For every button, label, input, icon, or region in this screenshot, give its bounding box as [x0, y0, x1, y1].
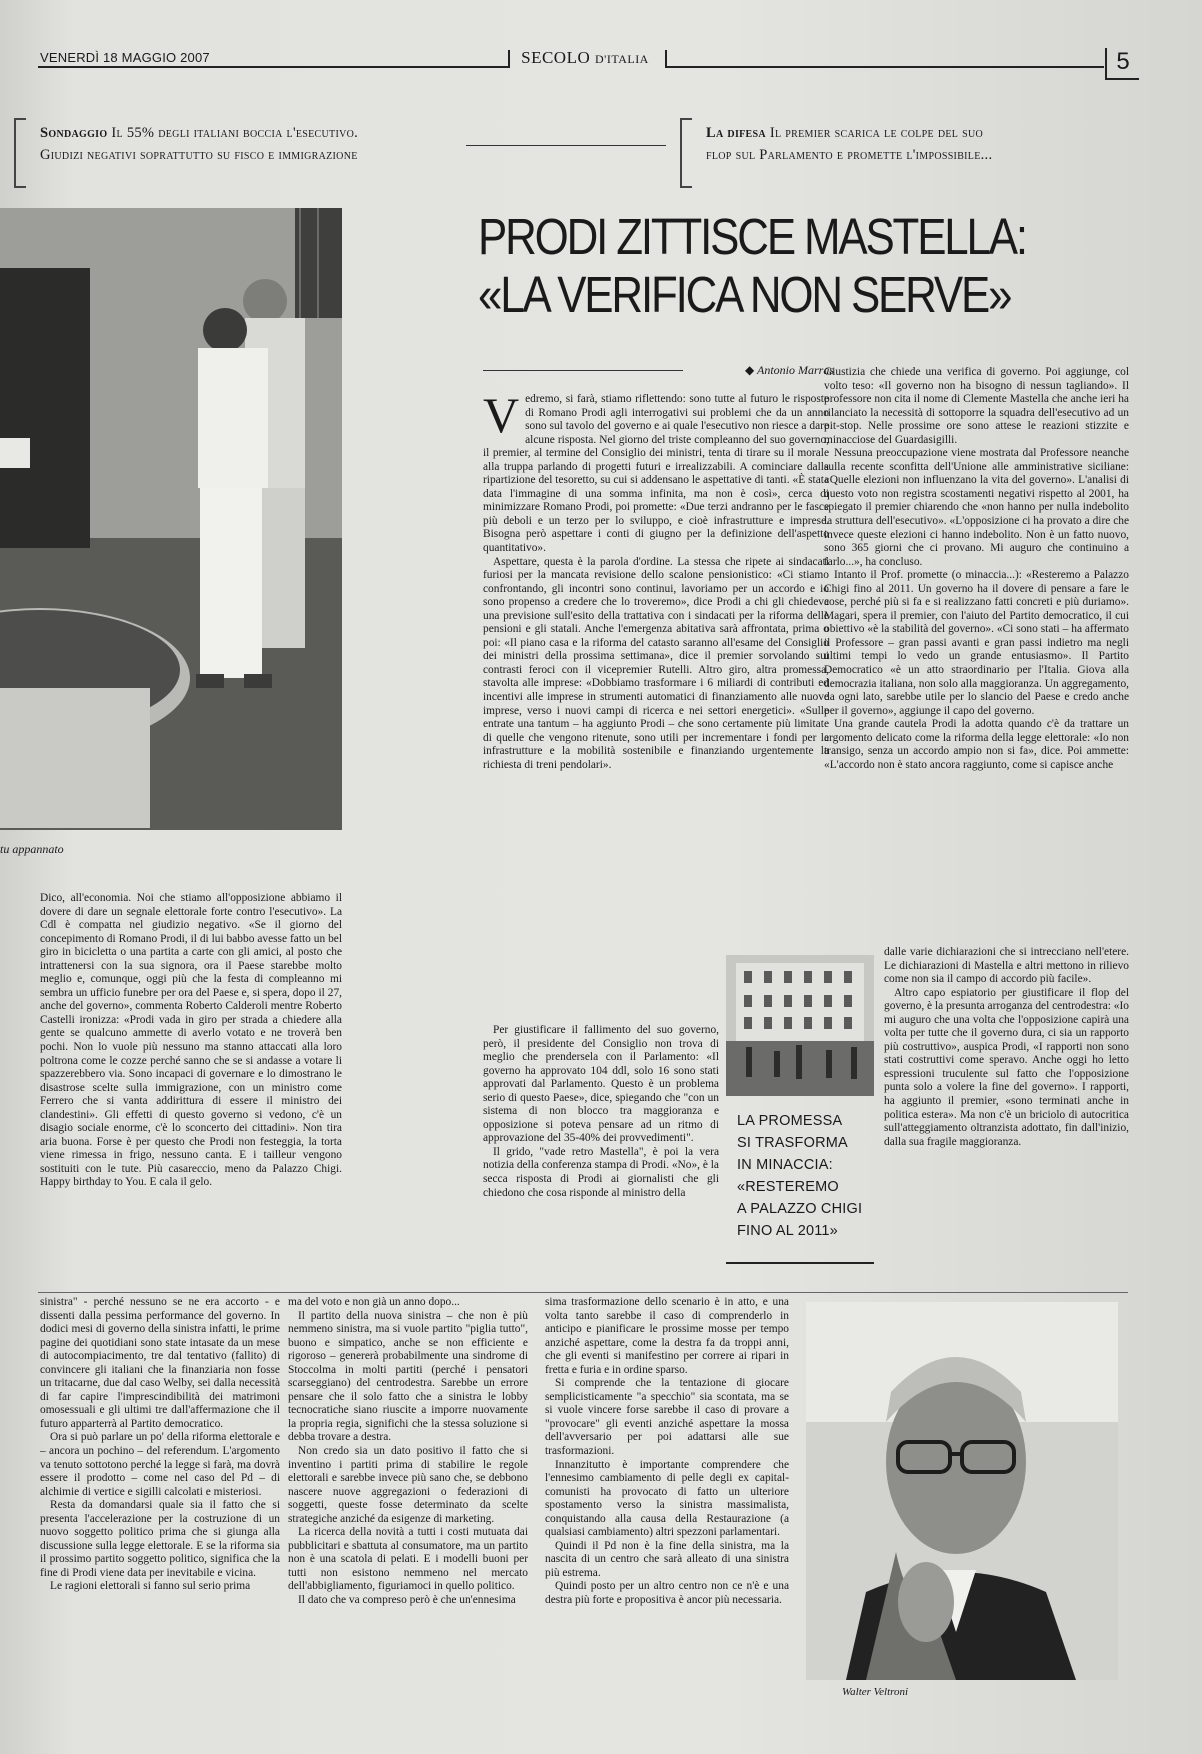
photo-illustration — [0, 208, 342, 830]
bottom-column-2 — [288, 1296, 528, 1726]
paragraph: Per giustificare il fallimento del suo governo, però, il presidente del Consiglio non trova di meglio che prendersela con il Parlamento: «Il governo ha approvato 104 ddl, solo 16 sono stati approvati dal Parlamento. Questo è un problema serio di questo Paese», dice, spiegando che "con un sistema di non blocco tra maggioranza e opposizione si poteva pensare ad un ritmo di approvazione del 35-40% dei provvedimenti". — [483, 1024, 719, 1145]
paragraph: Giustizia che chiede una verifica di governo. Poi aggiunge, col volto teso: «Il governo non ha bisogno di nessun tagliando». Il professore non cita il nome di Clemente Mastella che anche ieri ha rilanciato la necessità di sottoporre la squadra dell'esecutivo ad un pit-stop. Nelle prossime ore sono attese le reazioni stizzite e minacciose del Guardasigilli. — [824, 366, 1129, 446]
pull-quote-line: A PALAZZO CHIGI — [737, 1201, 863, 1217]
photo-palazzo-chigi — [726, 955, 874, 1096]
kicker-text-line1: Il 55% degli italiani boccia l'esecutivo. — [111, 125, 359, 141]
paragraph: Dico, all'economia. Noi che stiamo all'opposizione abbiamo il dovere di dare un segnale elettorale forte contro l'esecutivo». La Cdl è compatta nel giudizio negativo. «Se il giorno del concepimento di Romano Prodi, il di lui babbo avesse fatto un bel giro in bicicletta o una partita a carte con gli amici, al posto che intrattenersi con la sua signora, ora il Paese starebbe molto meglio e, comunque, oggi più che la festa di compleanno mi sembra un ufficio funebre per ora del Paese e, si spera, dopo il 27, anche del governo», commenta Roberto Calderoli mentre Roberto Castelli ironizza: «Prodi vada in giro per strada a chiedere alla gente se qualcuno ammette di averlo votato e ne troverà ben pochi. Non lo vuole più nessuno ma stanno attaccati alla loro poltrona come le cozze perché sanno che se si andasse a votare li spazzerebbero via. Sono incapaci di governare e lo dimostrano le disastrose scelte sulla immigrazione, con un ministro come Ferrero che si vanta addirittura di essere il ministro dei clandestini». Gli effetti di questo governo si vedono, c'è un disagio sociale enorme, c'è lo sconcerto dei cittadini». Non tira aria buona. Forse è per questo che Prodi non festeggia, la torta viene rimessa in frigo, nessuno canta. E i tailleur vengono sostituiti con le tute. Più casareccio, meno da Palazzo Chigi. Happy birthday to You. E cala il gelo. — [40, 892, 342, 1189]
issue-date: VENERDÌ 18 MAGGIO 2007 — [40, 50, 210, 65]
headline-line1: PRODI ZITTISCE MASTELLA: — [478, 208, 1026, 265]
paragraph: ma del voto e non già un anno dopo... — [288, 1296, 460, 1308]
paragraph: Resta da domandarsi quale sia il fatto che si presenta l'accelerazione per la costruzione di un nuovo soggetto politico prima che si giunga alla discussione sulla legge elettorale. E se la riforma sia il prossimo partito soggetto politico, significa che la fine di Prodi viene data per inevitabile e vicina. — [40, 1499, 280, 1579]
paragraph: sinistra" - perché nessuno se ne era accorto - e dissenti dalla pessima performance del governo. In dodici mesi di governo della sinistra infatti, le prime pagine dei quotidiani sono state intasate da un mese di autocompiacimento, tre dal tentativo (fallito) di convincere gli italiani che la finanziaria non fosse un tritacarne, due dal caso Welby, sei dalla necessità di far capire l'imprescindibilità dei matrimoni omosessuali e gli ultimi tre dall'affermazione che il futuro apparterrà al Partito democratico. — [40, 1296, 280, 1430]
dropcap: V — [483, 393, 520, 443]
byline: ◆ Antonio Marras — [744, 363, 834, 377]
kicker-difesa — [706, 122, 1146, 166]
photo-illustration — [806, 1302, 1118, 1680]
article-column-2 — [824, 366, 1129, 946]
paragraph: Innanzitutto è importante comprendere che l'ennesimo cambiamento di pelle degli ex capital-comunisti ha provocato di fatto un ulteriore spostamento verso la sinistra massimalista, conquistando alla causa della Restaurazione (a qualsiasi cambiamento) altri spezzoni parlamentari. — [545, 1458, 789, 1539]
pull-quote-line: SI TRASFORMA — [737, 1135, 848, 1151]
kicker-sondaggio — [40, 122, 470, 166]
masthead-rule-right — [666, 66, 1104, 68]
kicker-text-line1: Il premier scarica le colpe del suo — [769, 125, 984, 141]
paragraph: Ora si può parlare un po' della riforma elettorale e – ancora un pochino – del referendum. L'argomento va tenuto sottotono perché la legge si farà, ma dovrà essere il prodotto – come nel caso del Pd – di alchimie di vertice e sigilli calcolati e misteriosi. — [40, 1431, 280, 1498]
pull-quote — [737, 1110, 867, 1242]
kicker-bracket-right — [680, 118, 692, 188]
section-divider — [38, 1292, 1128, 1293]
pull-quote-line: FINO AL 2011» — [737, 1223, 838, 1239]
paragraph: Nessuna preoccupazione viene mostrata dal Professore neanche sulla recente sconfitta dell'Unione alle amministrative siciliane: «Quelle elezioni non influenzano la vita del governo». L'analisi di questo voto non registra scostamenti negativi rispetto al 2001, ha spiegato il premier chiarendo che «non hanno per nulla indebolito la struttura dell'esecutivo». «L'opposizione ci ha provato a dire che invece queste elezioni ci hanno indebolito. Non è un fatto nuovo, sono 365 giorni che ci provano. Mi auguro che continuino a farlo...», ha concluso. — [824, 447, 1129, 568]
kicker-text-line2: Giudizi negativi soprattutto su fisco e immigrazione — [40, 147, 358, 163]
paragraph: La ricerca della novità a tutti i costi mutuata dai pubblicitari e sbattuta al consumatore, ma un partito non è una scatola di pelati. E i modelli buoni per tutti non esistono nemmeno nel mercato dell'abbigliamento, figuriamoci in quello politico. — [288, 1526, 528, 1593]
paragraph: Il partito della nuova sinistra – che non è più nemmeno sinistra, ma si vuole partito "piglia tutto", buono e simpatico, anche se non efficiente e rigoroso – genererà probabilmente una sindrome di Stoccolma in molti partiti (perché i pensatori scarseggiano) del centrodestra. Sarebbe un errore pensare che il solo fatto che a sinistra le lobby tecnocratiche siano riuscite a imporre nuovamente la propria regia, significhi che la stessa soluzione si debba trovare a destra. — [288, 1309, 528, 1444]
paragraph: Quindi posto per un altro centro non ce n'è e una destra più forte e propositiva è ancor più necessaria. — [545, 1580, 789, 1607]
paragraph: Quindi il Pd non è la fine della sinistra, ma la nascita di un centro che sarà alleato di una sinistra più estrema. — [545, 1539, 789, 1579]
paragraph: Aspettare, questa è la parola d'ordine. La stessa che ripete ai sindacati furiosi per la mancata revisione dello scalone pensionistico: «Ci stiamo confrontando, gli incontri sono continui, lavoriamo per un accordo e io sono propenso a credere che lo troveremo», dice Prodi a chi gli chiedeva una previsione sull'esito della trattativa con i sindacati per la riforma delle pensioni e gli statali. Anche l'emergenza abitativa sarà affrontata, prima o poi: «Il piano casa e la riforma del catasto saranno all'esame del Consiglio dei ministri della prossima settimana», dice il premier sorvolando sui contrasti feroci con il vicepremier Rutelli. Altro giro, altra promessa, stavolta alle imprese: «Dobbiamo trasformare i 6 miliardi di contributi ed incentivi alle imprese in strumenti automatici di finanziamento alle nuove imprese, verso i nuovi campi di ricerca e nei settori energetici». «Sulle entrate una tantum – ha aggiunto Prodi – che sono certamente più limitate di quelle che vengono ritenute, sono utili per incrementare i fondi per le infrastrutture e la mobilità sostenibile e finanziando urgentemente la richiesta di treni pendolari». — [483, 555, 829, 771]
pull-quote-line: IN MINACCIA: — [737, 1157, 833, 1173]
kicker-label: Sondaggio — [40, 125, 108, 141]
sondaggio-text — [40, 892, 342, 1264]
photo-illustration — [726, 955, 874, 1096]
paragraph: Altro capo espiatorio per giustificare il flop del governo, è la presunta arroganza del centrodestra: «Io mi auguro che una volta che l'opposizione capirà una volta per tutte che il governo dura, ci sia un rapporto più costruttivo», auspica Prodi, «I rapporti non sono stati costruttivi come speravo. Anche oggi ho letto espressioni truculente sul fatto che l'opposizione punta solo a volere la fine del governo». I rapporti, ha aggiunto il premier, «sono terminati anche in politica estera». Ma non c'è un briciolo di autocritica sull'atteggiamento oltranzista adottato, fin dall'inizio, dalla sua fragile maggioranza. — [884, 986, 1129, 1148]
paragraph: Si comprende che la tentazione di giocare semplicisticamente "a specchio" sia scontata, ma se si vuole vincere forse sarebbe il caso di provare a "provocare" gli eventi anziché aspettare la mossa dell'avversario per poi adattarsi alle sue trasformazioni. — [545, 1377, 789, 1458]
paragraph: Intanto il Prof. promette (o minaccia...): «Resteremo a Palazzo Chigi fino al 2011. Un governo ha il dovere di pensare a fare le cose, perché più si fa e si realizzano fatti concreti e più duriamo». Magari, spera il premier, con l'aiuto del Partito democratico, il cui obiettivo «è la stabilità del governo». «Ci sono stati – ha affermato il Professore – gran passi avanti e gran passi indietro ma negli ultimi tempi lo vedo un grande entusiasmo». Il Partito Democratico «è un atto straordinario per l'Italia. Giova alla democrazia italiana, non solo alla maggioranza. Un aggregamento, da ogni lato, sarebbe utile per lo slancio del Paese e credo anche per il governo», aggiunge il capo del governo. — [824, 569, 1129, 717]
photo-walter-veltroni — [806, 1302, 1118, 1680]
headline — [478, 208, 1080, 324]
paragraph: Il dato che va compreso però è che un'ennesima — [298, 1594, 516, 1607]
article-column-1b — [483, 1024, 719, 1264]
masthead: SECOLO D'ITALIA — [521, 48, 649, 67]
paragraph: dalle varie dichiarazioni che si intrecciano nell'etere. Le dichiarazioni di Mastella e altri mettono in rilievo come non sia il campo di accordo più facile». — [884, 946, 1129, 986]
article-column-2b — [884, 946, 1129, 1270]
headline-line2: «LA VERIFICA NON SERVE» — [478, 266, 1011, 323]
pull-quote-line: LA PROMESSA — [737, 1113, 843, 1129]
byline-rule — [483, 370, 683, 371]
paragraph: sima trasformazione dello scenario è in atto, e una volta tanto sarebbe il caso di comprenderlo in anticipo e pianificare le prossime mosse per tempo anziché aspettare, come la destra fa da troppi anni, che gli eventi si manifestino per correre ai ripari in fretta e furia e in ordine sparso. — [545, 1296, 789, 1376]
photo-caption: tu appannato — [0, 842, 64, 856]
kicker-label: La difesa — [706, 125, 766, 141]
photo-prodi-birthday — [0, 208, 342, 830]
pull-quote-rule — [726, 1262, 874, 1264]
paragraph: Non credo sia un dato positivo il fatto che si inventino i partiti prima di stabilire le regole elettorali e sarebbe invece più sano che, se debbono nascere nuove aggregazioni o federazioni di soggetti, queste fosse determinato da scelte strategiche anziché da esigenze di marketing. — [288, 1445, 528, 1525]
kicker-rule — [466, 145, 666, 146]
kicker-bracket-left — [14, 118, 26, 188]
pull-quote-line: «RESTEREMO — [737, 1179, 839, 1195]
paragraph: Il grido, "vade retro Mastella", è poi la vera notizia della conferenza stampa di Prodi. «No», è la secca risposta di Prodi ai giornalisti che gli chiedono che cosa risponde al ministro della — [483, 1145, 719, 1199]
bottom-column-3 — [545, 1296, 789, 1676]
page-number: 5 — [1105, 48, 1139, 80]
paragraph: Le ragioni elettorali si fanno sul serio prima — [50, 1580, 251, 1593]
portrait-caption: Walter Veltroni — [842, 1686, 909, 1698]
paragraph: edremo, si farà, stiamo riflettendo: sono tutte al futuro le risposte di Romano Prodi agli interrogativi sui problemi che da un anno sono sul tavolo del governo e ai quale l'esecutivo non riesce a dare alcune risposta. Nel giorno del triste compleanno del suo governo, il premier, al termine del Consiglio dei ministri, tenta di tirare su il morale alla truppa parlando di progetti futuri e irrealizzabili. A cominciare dalla ripartizione del tesoretto, su cui si addensano le aspettative di tanti. «È stata data l'immagine di una somma infinita, ma non è così», cerca di minimizzare Romano Prodi, poi promette: «Due terzi andranno per le fasce più deboli e un terzo per lo sviluppo, e cioè infrastrutture e imprese. Bisogna però aspettare i conti di giugno per la definizione dell'aspetto quantitativo». — [483, 393, 829, 555]
paragraph: Una grande cautela Prodi la adotta quando c'è da trattare un argomento delicato come la riforma della legge elettorale: «Io non transigo, senza un accordo ampio non si fa», dice. Poi ammette: «L'accordo non è stato ancora raggiunto, come si capisce anche — [824, 718, 1129, 771]
kicker-text-line2: flop sul Parlamento e promette l'impossibile... — [706, 147, 993, 163]
bottom-column-1 — [40, 1296, 280, 1726]
masthead-rule-left — [38, 66, 508, 68]
